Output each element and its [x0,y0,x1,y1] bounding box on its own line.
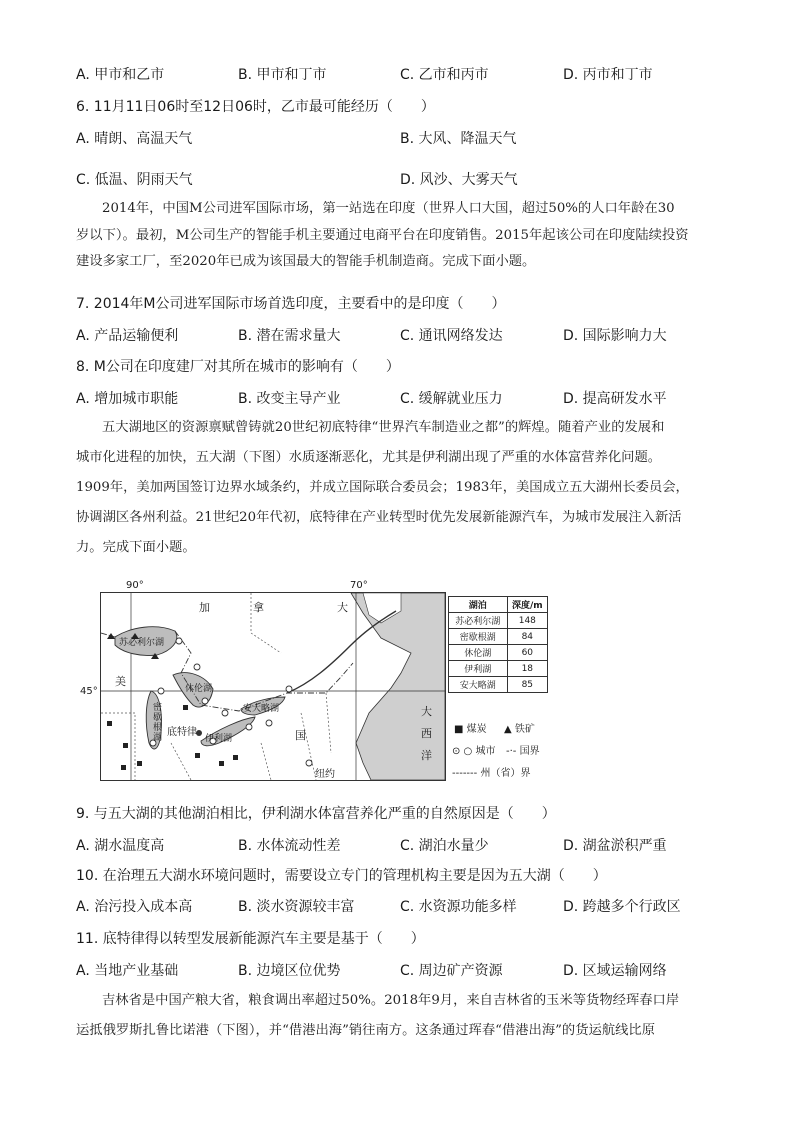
legend-coal-label: 煤炭 [466,724,487,735]
city-icon: ⊙ ○ [452,746,473,757]
passage1-line: 2014年，中国M公司进军国际市场，第一站选在印度（世界人口大国，超过50%的人口年龄在30 [102,201,675,216]
lon-label-70: 70° [350,580,368,591]
q8-option-b: B. 改变主导产业 [238,391,341,407]
country-label-da: 大 [337,601,348,614]
q5-option-b: B. 甲市和丁市 [238,67,327,83]
q9-option-a: A. 湖水温度高 [76,838,165,854]
q5-option-d: D. 丙市和丁市 [563,67,653,83]
q7-option-a: A. 产品运输便利 [76,328,179,344]
q6-option-c: C. 低温、阴雨天气 [76,172,193,188]
ocean-label-yang: 洋 [421,749,432,762]
legend-state [452,764,530,779]
legend-city [452,742,495,757]
table-cell: 苏必利尔湖 [449,613,508,629]
q8-stem: 8. M公司在印度建厂对其所在城市的影响有（ ） [76,359,400,375]
city-label-newyork: 纽约 [315,769,335,780]
passage1-line: 岁以下）。最初，M公司生产的智能手机主要通过电商平台在印度销售。2015年起该公司在印度陆续投资 [76,227,689,243]
city-label-detroit: 底特律 [167,727,197,738]
map-legend [448,596,558,778]
ocean-label-da: 大 [421,705,432,718]
map-svg [101,593,445,780]
passage-m-company [76,196,716,276]
legend-coal [454,720,487,735]
table-cell: 安大略湖 [449,677,508,693]
legend-state-label: 州（省）界 [480,768,531,779]
q10-option-b: B. 淡水资源较丰富 [238,899,355,915]
q7-option-b: B. 潜在需求量大 [238,328,341,344]
q8-option-d: D. 提高研发水平 [563,391,667,407]
q7-option-d: D. 国际影响力大 [563,328,667,344]
lake-label-ontario: 安大略湖 [243,704,280,714]
table-header: 湖泊 [449,597,508,613]
great-lakes-map [100,592,446,781]
q7-option-c: C. 通讯网络发达 [400,328,503,344]
coal-icon: ■ [454,724,464,735]
passage3-line: 吉林省是中国产粮大省，粮食调出率超过50%。2018年9月，来自吉林省的玉米等货物经珲春口岸 [102,993,680,1008]
passage2-line: 协调湖区各州利益。21世纪20年代初，底特律在产业转型时优先发展新能源汽车，为城市发展注入新活 [76,510,682,525]
border-line-icon: -·- [506,746,517,757]
table-cell: 18 [507,661,547,677]
q7-stem: 7. 2014年M公司进军国际市场首选印度，主要看中的是印度（ ） [76,296,506,312]
legend-iron [504,720,535,735]
q11-option-d: D. 区域运输网络 [563,963,667,979]
lake-label-superior: 苏必利尔湖 [119,638,165,648]
lake-label-erie: 伊利湖 [205,734,233,744]
passage2-line: 1909年，美加两国签订边界水域条约，并成立国际联合委员会；1983年，美国成立五大湖州长委员会， [76,480,689,495]
table-cell: 伊利湖 [449,661,508,677]
q8-option-c: C. 缓解就业压力 [400,391,503,407]
q5-option-c: C. 乙市和丙市 [400,67,489,83]
q11-option-c: C. 周边矿产资源 [400,963,503,979]
lon-label-90: 90° [126,580,144,591]
table-cell: 85 [507,677,547,693]
country-label-guo: 国 [295,729,306,742]
legend-border [506,742,540,757]
lat-label-45: 45° [80,686,98,697]
legend-iron-label: 铁矿 [514,724,535,735]
legend-border-label: 国界 [519,746,540,757]
passage1-line: 建设多家工厂，至2020年已成为该国最大的智能手机制造商。完成下面小题。 [76,254,536,269]
table-cell: 60 [507,645,547,661]
iron-icon: ▲ [504,724,512,735]
passage-jilin [76,986,716,1046]
table-cell: 休伦湖 [449,645,508,661]
q6-option-d: D. 风沙、大雾天气 [400,172,518,188]
q11-stem: 11. 底特律得以转型发展新能源汽车主要是基于（ ） [76,931,425,947]
q6-option-b: B. 大风、降温天气 [400,131,517,147]
q10-stem: 10. 在治理五大湖水环境问题时，需要设立专门的管理机构主要是因为五大湖（ ） [76,868,607,884]
q10-option-c: C. 水资源功能多样 [400,899,517,915]
lake-label-michigan: 密歇根湖 [153,703,163,743]
state-borders [101,593,331,780]
table-cell: 148 [507,613,547,629]
country-label-na: 拿 [253,601,264,614]
q6-option-a: A. 晴朗、高温天气 [76,131,193,147]
country-label-jia: 加 [199,601,210,614]
table-cell: 密歇根湖 [449,629,508,645]
passage3-line: 运抵俄罗斯扎鲁比诺港（下图），并“借港出海”销往南方。这条通过珲春“借港出海”的货运航线比原 [76,1023,656,1038]
q10-option-a: A. 治污投入成本高 [76,899,193,915]
q9-option-d: D. 湖盆淤积严重 [563,838,667,854]
lake-depth-table [448,596,548,693]
q9-option-c: C. 湖泊水量少 [400,838,489,854]
country-label-mei: 美 [115,675,126,688]
passage-great-lakes [76,413,716,563]
passage2-line: 力。完成下面小题。 [76,540,196,555]
q8-option-a: A. 增加城市职能 [76,391,179,407]
city-markers [150,638,312,766]
q9-option-b: B. 水体流动性差 [238,838,341,854]
ocean-label-xi: 西 [421,727,432,740]
q9-stem: 9. 与五大湖的其他湖泊相比，伊利湖水体富营养化严重的自然原因是（ ） [76,806,556,822]
passage2-line: 城市化进程的加快，五大湖（下图）水质逐渐恶化，尤其是伊利湖出现了严重的水体富营养化问题。 [76,450,662,465]
legend-city-label: 城市 [475,746,496,757]
q6-stem: 6. 11月11日06时至12日06时，乙市最可能经历（ ） [76,99,435,115]
lake-label-huron: 休伦湖 [185,684,213,694]
q10-option-d: D. 跨越多个行政区 [563,899,681,915]
table-header: 深度/m [507,597,547,613]
q11-option-b: B. 边境区位优势 [238,963,341,979]
q11-option-a: A. 当地产业基础 [76,963,179,979]
passage2-line: 五大湖地区的资源禀赋曾铸就20世纪初底特律“世界汽车制造业之都”的辉煌。随着产业的发展和 [102,420,665,435]
table-cell: 84 [507,629,547,645]
q5-option-a: A. 甲市和乙市 [76,67,165,83]
state-line-icon: ------- [452,768,478,779]
